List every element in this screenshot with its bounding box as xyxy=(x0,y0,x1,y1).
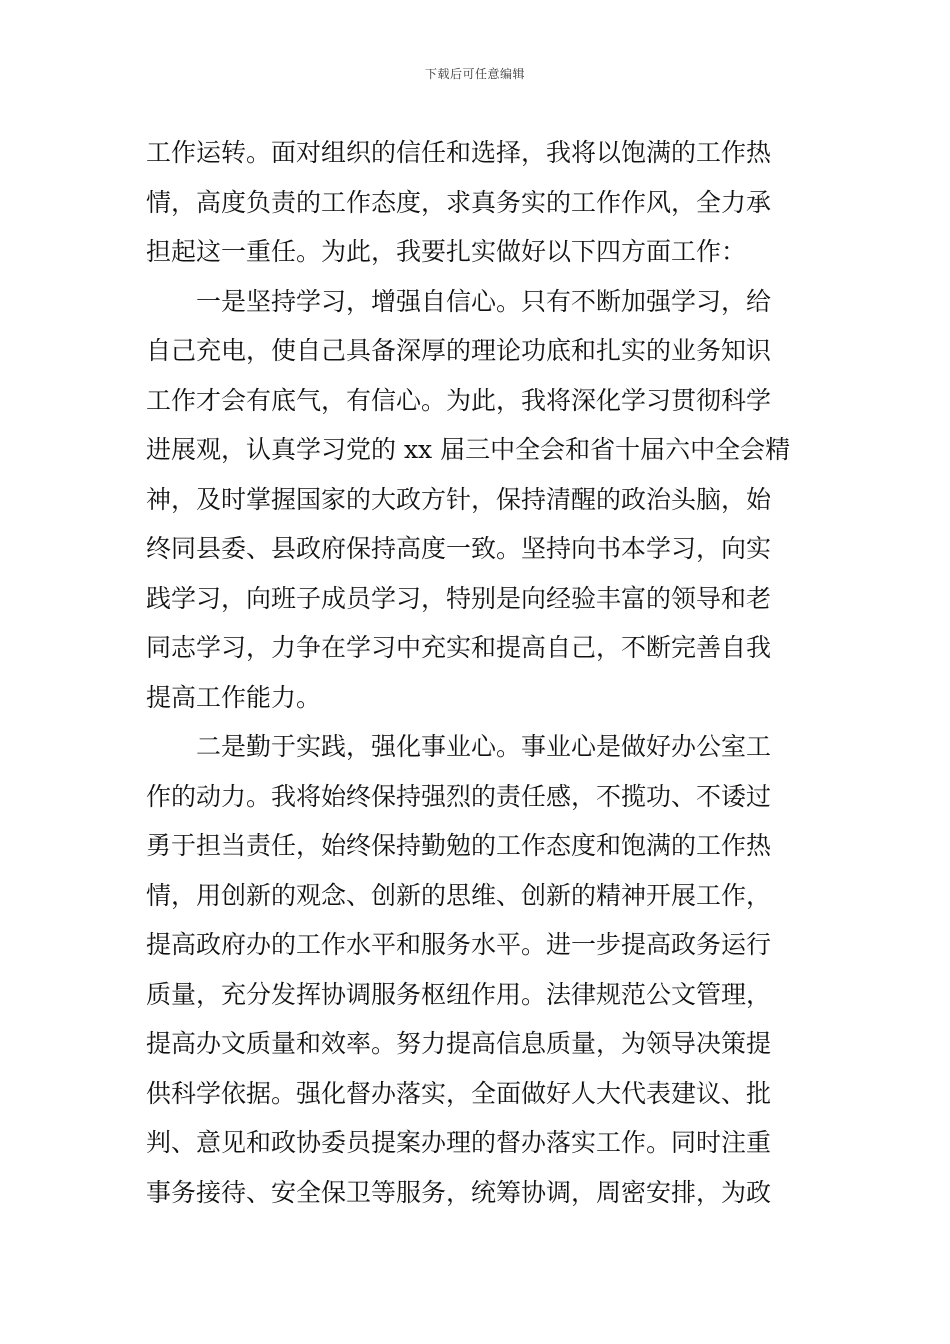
text-line: 提高政府办的工作水平和服务水平。进一步提高政务运行 xyxy=(146,930,772,959)
text-line: 事务接待、安全保卫等服务，统筹协调，周密安排，为政 xyxy=(146,1177,772,1207)
text-line: 担起这一重任。为此，我要扎实做好以下四方面工作： xyxy=(146,237,747,266)
text-line: 质量，充分发挥协调服务枢纽作用。法律规范公文管理， xyxy=(146,979,772,1009)
text-line: 勇于担当责任，始终保持勤勉的工作态度和饱满的工作热 xyxy=(146,831,772,860)
text-line: 终同县委、县政府保持高度一致。坚持向书本学习，向实 xyxy=(146,534,772,563)
text-line: 供科学依据。强化督办落实，全面做好人大代表建议、批 xyxy=(146,1078,772,1108)
document-body xyxy=(146,128,810,1217)
text-line: 情，用创新的观念、创新的思维、创新的精神开展工作， xyxy=(146,880,772,910)
paragraph-start-line: 一是坚持学习，增强自信心。只有不断加强学习，给 xyxy=(196,286,772,316)
text-line: 践学习，向班子成员学习，特别是向经验丰富的领导和老 xyxy=(146,583,772,613)
text-line: 提高办文质量和效率。努力提高信息质量，为领导决策提 xyxy=(146,1029,772,1058)
text-line: 判、意见和政协委员提案办理的督办落实工作。同时注重 xyxy=(146,1128,772,1157)
text-line: 进展观，认真学习党的 xx 届三中全会和省十届六中全会精 xyxy=(146,435,791,464)
text-line: 神，及时掌握国家的大政方针，保持清醒的政治头脑，始 xyxy=(146,484,772,514)
text-line: 作的动力。我将始终保持强烈的责任感，不揽功、不诿过 xyxy=(146,781,772,811)
text-line: 同志学习，力争在学习中充实和提高自己，不断完善自我 xyxy=(146,633,772,662)
text-line: 情，高度负责的工作态度，求真务实的工作作风，全力承 xyxy=(146,187,772,217)
text-line: 提高工作能力。 xyxy=(146,682,322,712)
text-line: 工作运转。面对组织的信任和选择，我将以饱满的工作热 xyxy=(146,138,772,167)
paragraph-start-line: 二是勤于实践，强化事业心。事业心是做好办公室工 xyxy=(196,732,772,761)
text-line: 自己充电，使自己具备深厚的理论功底和扎实的业务知识 xyxy=(146,336,772,365)
text-line: 工作才会有底气，有信心。为此，我将深化学习贯彻科学 xyxy=(146,385,772,415)
page-header: 下载后可任意编辑 xyxy=(424,67,525,81)
